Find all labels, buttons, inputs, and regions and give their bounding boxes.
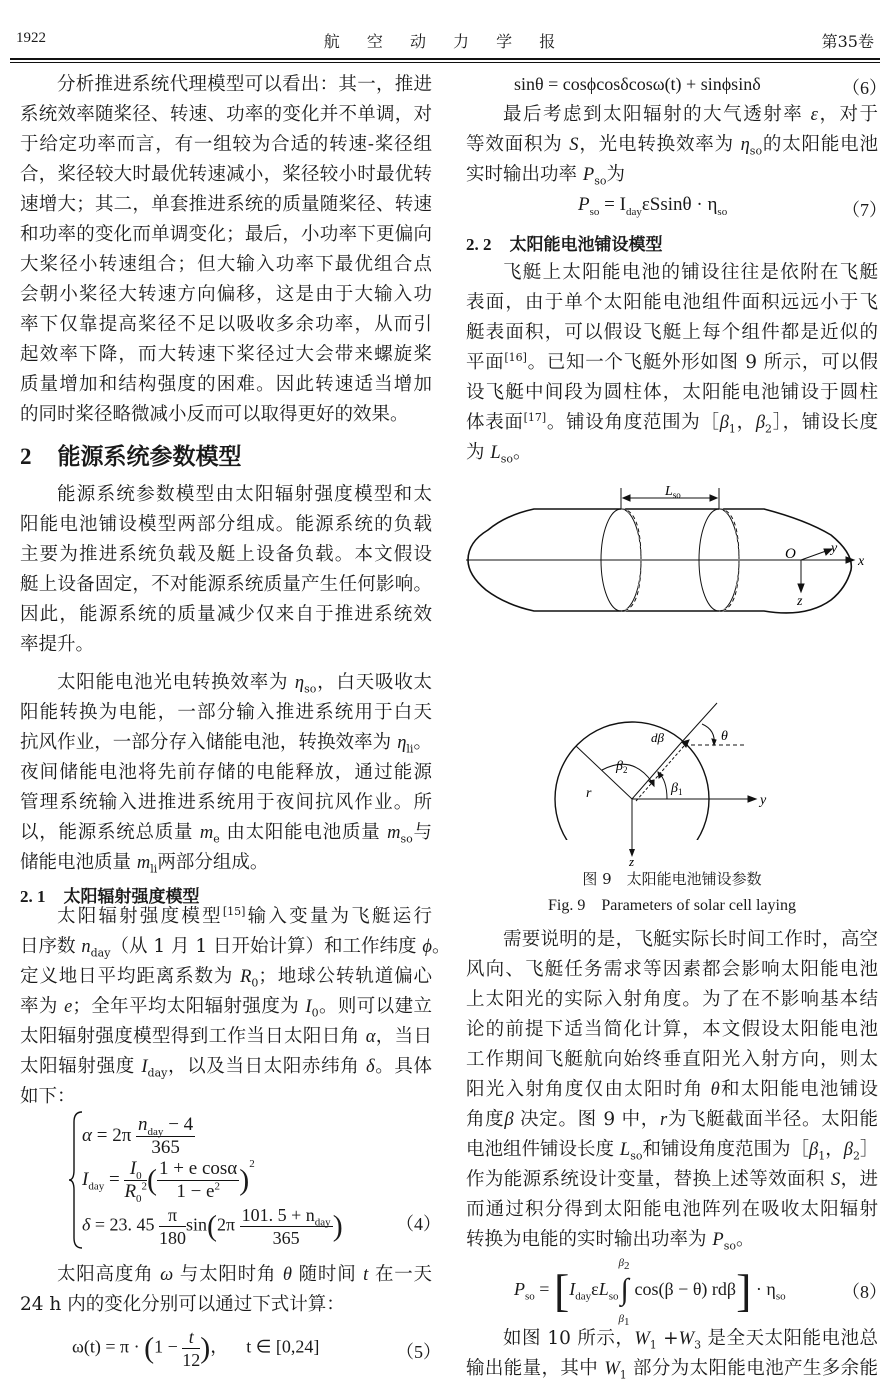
text-line: 和功率的变化而单调变化；最后，小功率下更偏向 bbox=[20, 224, 432, 245]
text-line: 质量增加和结构强度的困难。因此转速适当增加 bbox=[20, 374, 432, 395]
text-line: 起效率下降，而大转速下桨径过大会带来螺旋桨 bbox=[20, 344, 432, 365]
citation-17[interactable]: [17] bbox=[523, 410, 547, 424]
header-rule-thin bbox=[10, 62, 880, 63]
section-heading-2-2: 2. 2 太阳能电池铺设模型 bbox=[466, 235, 663, 255]
equation-number: （8） bbox=[842, 1282, 887, 1302]
section-heading-2-1: 2. 1 太阳辐射强度模型 bbox=[20, 887, 200, 907]
text-line: 分析推进系统代理模型可以看出：其一，推进 bbox=[57, 74, 432, 95]
svg-text:x: x bbox=[858, 554, 865, 569]
svg-text:θ: θ bbox=[721, 729, 728, 744]
running-header bbox=[10, 26, 880, 54]
figure-caption-cn: 图 9 太阳能电池铺设参数 bbox=[582, 870, 762, 888]
text-line: 能源系统参数模型由太阳辐射强度模型和太 bbox=[57, 484, 432, 505]
page-number: 1922 bbox=[16, 30, 46, 46]
svg-text:β1: $\beta_1$ bbox=[671, 781, 683, 797]
text-line: 系统效率随桨径、转速、功率的变化并不单调，对 bbox=[20, 104, 432, 125]
text-line: 艇上设备固定，不对能源系统质量产生任何影响。 bbox=[20, 574, 432, 595]
text-line: 会朝小桨径大转速方向偏移，这是由于大输入功 bbox=[20, 284, 432, 305]
cross-section-view bbox=[555, 703, 756, 840]
Lso-label: $L_{so}$ bbox=[665, 484, 681, 500]
airship-diagram bbox=[466, 480, 878, 840]
svg-text:dβ: dβ bbox=[651, 730, 664, 745]
figure-9 bbox=[466, 480, 878, 920]
equation-number: （6） bbox=[842, 78, 887, 98]
text-line: 主要为推进系统负载及艇上设备负载。本文假设 bbox=[20, 544, 432, 565]
svg-text:r: r bbox=[586, 786, 592, 801]
equation-number: （4） bbox=[396, 1214, 441, 1234]
svg-text:y: y bbox=[831, 541, 838, 556]
figure-caption-en: Fig. 9 Parameters of solar cell laying bbox=[548, 897, 796, 914]
text-line: 率下仅靠提高桨径不足以吸收多余功率，从而引 bbox=[20, 314, 432, 335]
text-line: 合，桨径较大时最优转速减小，桨径较小时最优转 bbox=[20, 164, 432, 185]
text-line: 因此，能源系统的质量减少仅来自于推进系统效 bbox=[20, 604, 432, 625]
text-line: 率提升。 bbox=[20, 634, 95, 655]
header-rule bbox=[10, 58, 880, 60]
citation-16[interactable]: [16] bbox=[504, 350, 527, 364]
volume-label: 第35卷 bbox=[821, 32, 874, 51]
text-line: 大桨径小转速组合；但大输入功率下最优组合点 bbox=[20, 254, 432, 275]
equation-number: （5） bbox=[396, 1342, 441, 1362]
equation-number: （7） bbox=[842, 200, 887, 220]
svg-text:z: z bbox=[629, 854, 635, 866]
section-heading-2: 2 能源系统参数模型 bbox=[20, 444, 242, 470]
svg-text:β2: $\beta_2$ bbox=[616, 759, 628, 775]
text-line: 阳能电池铺设模型两部分组成。能源系统的负载 bbox=[20, 514, 432, 535]
journal-title: 航 空 动 力 学 报 bbox=[323, 32, 567, 51]
svg-text:z: z bbox=[797, 594, 803, 609]
text-line: 于给定功率而言，有一组较为合适的转速-桨径组 bbox=[20, 134, 432, 155]
svg-text:O: O bbox=[785, 546, 796, 562]
text-line: 的同时桨径略微减小反而可以取得更好的效果。 bbox=[20, 404, 409, 425]
citation-15[interactable]: [15] bbox=[222, 904, 246, 918]
integral-sign: $\beta_2$ ∫ $\beta_1$ bbox=[618, 1257, 630, 1329]
svg-text:y: y bbox=[760, 793, 767, 808]
text-line: 速增大；其二，单套推进系统的质量随桨径、转速 bbox=[20, 194, 432, 215]
